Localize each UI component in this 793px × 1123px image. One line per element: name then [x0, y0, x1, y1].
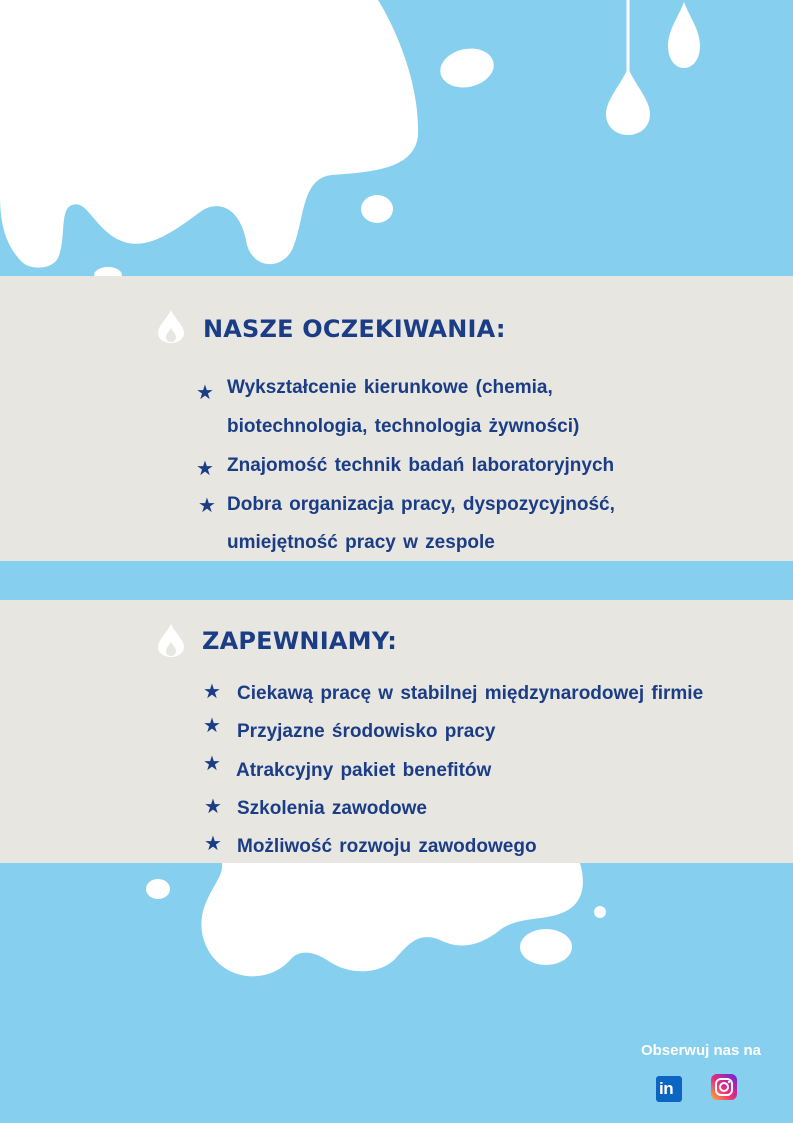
star-bullet-icon: ★: [204, 833, 222, 855]
offer-item-3: Atrakcyjny pakiet benefitów: [236, 760, 492, 781]
offer-item-5: Możliwość rozwoju zawodowego: [237, 836, 537, 857]
expectation-item-3-line-1: Dobra organizacja pracy, dyspozycyjność,: [227, 494, 615, 515]
expectation-item-1-line-1: Wykształcenie kierunkowe (chemia,: [227, 377, 553, 398]
linkedin-icon[interactable]: [656, 1076, 682, 1102]
expectations-heading: NASZE OCZEKIWANIA:: [203, 315, 506, 343]
instagram-glyph: [711, 1074, 737, 1100]
milk-blob: [146, 879, 170, 899]
instagram-icon[interactable]: [711, 1074, 737, 1100]
drop-icon: [156, 622, 186, 658]
expectation-item-1-line-2: biotechnologia, technologia żywności): [227, 416, 580, 437]
milk-blob: [594, 906, 606, 918]
star-bullet-icon: ★: [203, 715, 221, 737]
offer-item-4: Szkolenia zawodowe: [237, 798, 427, 819]
star-bullet-icon: ★: [196, 458, 214, 480]
expectation-item-3-line-2: umiejętność pracy w zespole: [227, 532, 495, 553]
offer-item-2: Przyjazne środowisko pracy: [237, 721, 496, 742]
star-bullet-icon: ★: [203, 681, 221, 703]
milk-blob: [361, 195, 393, 223]
star-bullet-icon: ★: [203, 753, 221, 775]
offer-heading: ZAPEWNIAMY:: [202, 627, 397, 655]
star-bullet-icon: ★: [196, 382, 214, 404]
expectation-item-2: Znajomość technik badań laboratoryjnych: [227, 455, 615, 476]
star-bullet-icon: ★: [198, 495, 216, 517]
follow-us-label: Obserwuj nas na: [640, 1042, 761, 1059]
milk-blob: [520, 929, 572, 965]
linkedin-icon-text: in: [659, 1079, 674, 1098]
star-bullet-icon: ★: [204, 796, 222, 818]
drop-icon: [156, 308, 186, 344]
offer-item-1: Ciekawą pracę w stabilnej międzynarodowej firmie: [237, 683, 704, 704]
